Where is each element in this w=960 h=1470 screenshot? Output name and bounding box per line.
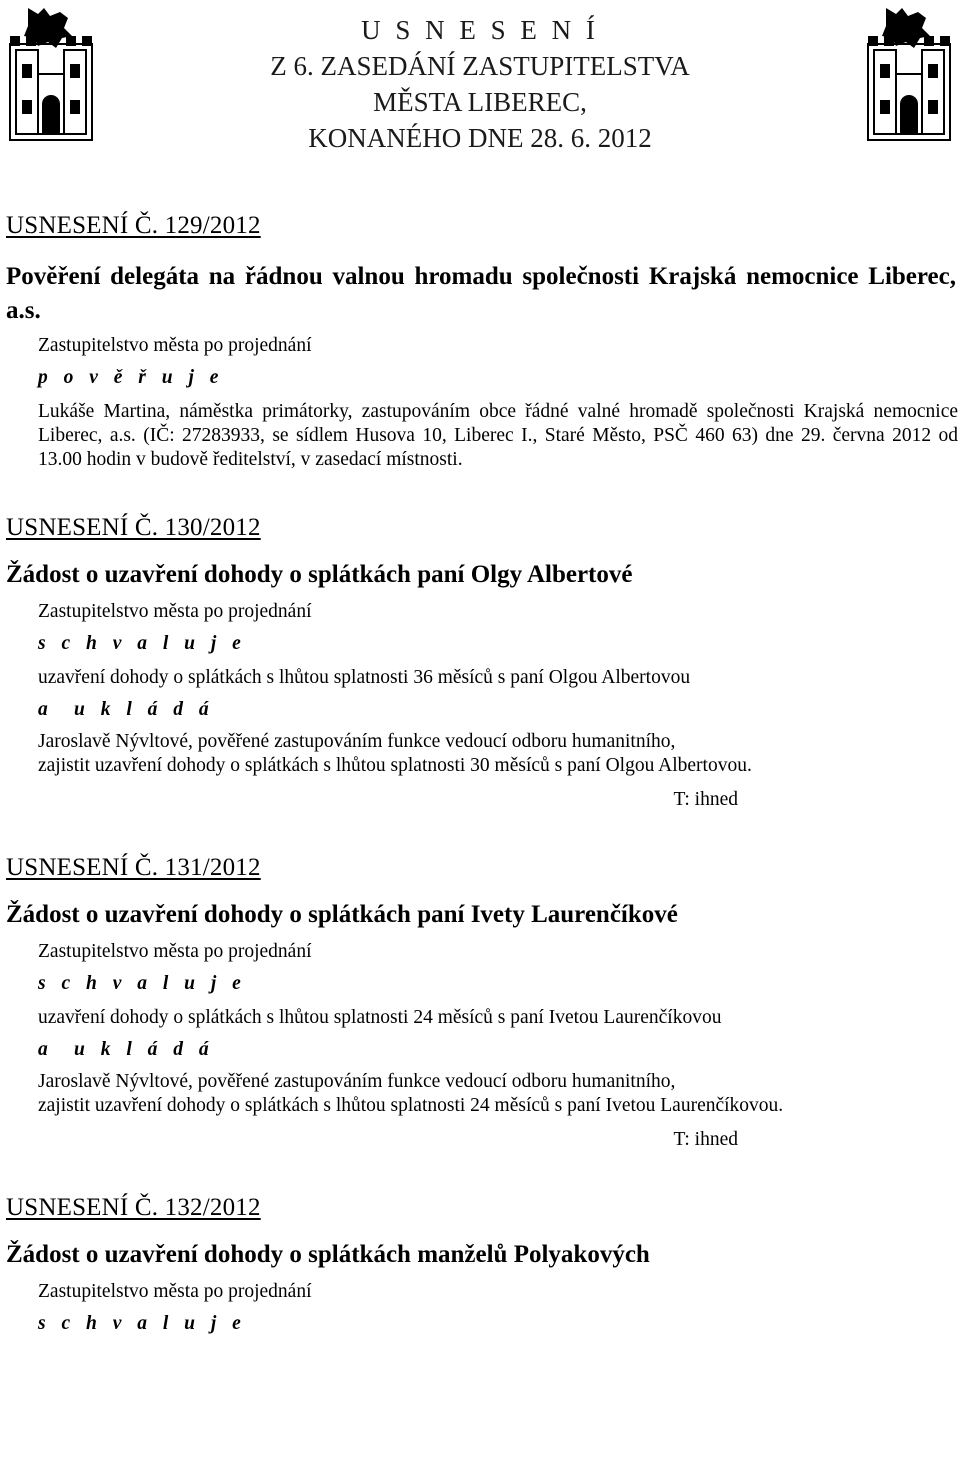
liberec-coat-of-arms-right	[864, 4, 954, 144]
resolution-132	[0, 1194, 960, 1336]
resolution-title: Žádost o uzavření dohody o splátkách paní Olgy Albertové	[6, 561, 633, 588]
resolution-text-2b: zajistit uzavření dohody o splátkách s lhůtou splatnosti 24 měsíců s paní Ivetou Laurenčíkovou.	[38, 1095, 784, 1116]
resolution-intro: Zastupitelstvo města po projednání	[38, 601, 312, 622]
resolution-verb: s c h v a l u j e	[38, 1313, 247, 1334]
header-title: U S N E S E N Í	[361, 15, 599, 45]
resolution-verb: p o v ě ř u j e	[38, 367, 224, 388]
resolution-129	[0, 212, 960, 472]
document-header	[100, 12, 860, 156]
resolution-text: uzavření dohody o splátkách s lhůtou splatnosti 36 měsíců s paní Olgou Albertovou	[38, 667, 691, 688]
resolution-term: T: ihned	[673, 789, 738, 810]
resolution-intro: Zastupitelstvo města po projednání	[38, 335, 312, 356]
resolution-text-2b: zajistit uzavření dohody o splátkách s lhůtou splatnosti 30 měsíců s paní Olgou Albertovou.	[38, 755, 752, 776]
resolution-title: Žádost o uzavření dohody o splátkách paní Ivety Laurenčíkové	[6, 901, 678, 928]
resolution-number: USNESENÍ Č. 132/2012	[6, 1194, 261, 1221]
resolution-131	[0, 854, 960, 1152]
resolution-text: uzavření dohody o splátkách s lhůtou splatnosti 24 měsíců s paní Ivetou Laurenčíkovou	[38, 1007, 722, 1028]
resolution-term: T: ihned	[673, 1129, 738, 1150]
liberec-coat-of-arms-left	[6, 4, 96, 144]
resolution-intro: Zastupitelstvo města po projednání	[38, 941, 312, 962]
resolution-number: USNESENÍ Č. 130/2012	[6, 514, 261, 541]
header-city: MĚSTA LIBEREC,	[373, 87, 587, 117]
resolution-text: Lukáše Martina, náměstka primátorky, zastupováním obce řádné valné hromadě společnosti Krajská nemocnice Liberec, a.s. (IČ: 27283933, se sídlem Husova 10, Liberec I., Staré Město, PSČ 460 63) dne 29. června 2012 od 13.00 hodin v budově ředitelství, v zasedací místnosti.	[38, 401, 958, 470]
resolution-title: Pověření delegáta na řádnou valnou hromadu společnosti Krajská nemocnice Liberec, a.s.	[6, 263, 956, 324]
resolution-verb-2: a u k l á d á	[38, 1039, 215, 1060]
resolution-130	[0, 514, 960, 812]
header-date: KONANÉHO DNE 28. 6. 2012	[308, 123, 652, 153]
resolution-text-2a: Jaroslavě Nývltové, pověřené zastupováním funkce vedoucí odboru humanitního,	[38, 731, 676, 752]
header-session: Z 6. ZASEDÁNÍ ZASTUPITELSTVA	[270, 51, 690, 81]
resolution-number: USNESENÍ Č. 131/2012	[6, 854, 261, 881]
resolution-verb: s c h v a l u j e	[38, 973, 247, 994]
resolution-verb: s c h v a l u j e	[38, 633, 247, 654]
resolution-text-2a: Jaroslavě Nývltové, pověřené zastupováním funkce vedoucí odboru humanitního,	[38, 1071, 676, 1092]
resolution-number: USNESENÍ Č. 129/2012	[6, 212, 261, 239]
resolution-verb-2: a u k l á d á	[38, 699, 215, 720]
document-body	[0, 212, 960, 1336]
resolution-title: Žádost o uzavření dohody o splátkách manželů Polyakových	[6, 1241, 650, 1268]
resolution-intro: Zastupitelstvo města po projednání	[38, 1281, 312, 1302]
